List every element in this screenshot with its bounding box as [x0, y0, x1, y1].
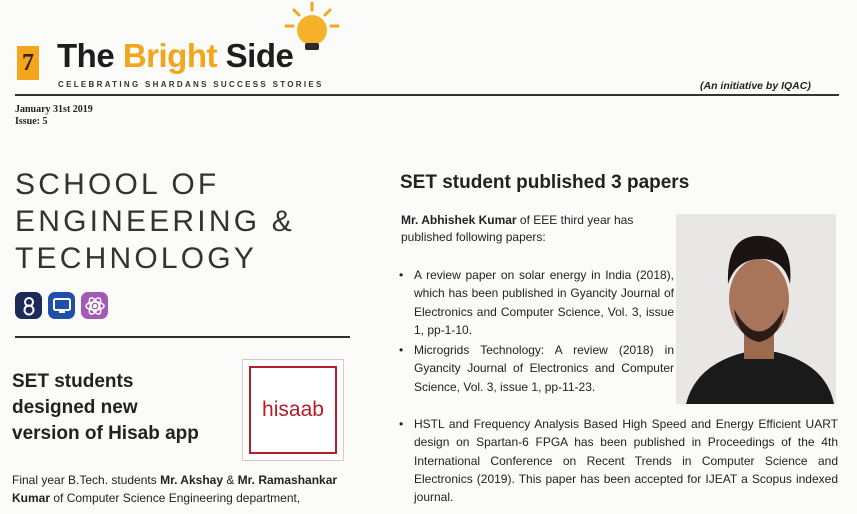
hisab-title-line-3: version of Hisab app — [12, 423, 199, 444]
issue-label: Issue: 5 — [15, 116, 48, 127]
hisab-article-body — [12, 471, 357, 507]
papers-list-continued — [396, 415, 838, 506]
papers-article-title: SET student published 3 papers — [400, 172, 690, 193]
atom-icon — [81, 292, 108, 319]
section-divider — [15, 336, 350, 338]
papers-list — [396, 266, 674, 398]
hisaab-logo-text: hisaab — [249, 366, 337, 454]
hisaab-logo — [242, 359, 344, 461]
title-part-the: The — [57, 37, 123, 74]
lightbulb-icon — [282, 0, 342, 55]
tagline: CELEBRATING SHARDANS SUCCESS STORIES — [58, 80, 324, 89]
paper-item-1: • A review paper on solar energy in India (2018), which has been published in Gyancity Journal of Electronics and Computer Science, Vol. 3, issue 1, pp-1-10. — [396, 266, 674, 339]
school-line-1: SCHOOL OF — [15, 168, 220, 201]
school-line-2: ENGINEERING & — [15, 205, 295, 238]
hisab-title-line-2: designed new — [12, 397, 138, 418]
student-photo — [676, 214, 836, 404]
title-part-side: Side — [217, 37, 294, 74]
robot-icon — [15, 292, 42, 319]
school-heading — [15, 166, 295, 277]
student-name-akshay: Mr. Akshay — [160, 473, 223, 487]
title-part-bright: Bright — [122, 37, 217, 74]
paper-item-2: • Microgrids Technology: A review (2018) in Gyancity Journal of Electronics and Computer Science, Vol. 3, issue 1, pp-11-23. — [396, 341, 674, 396]
monitor-icon — [48, 292, 75, 319]
school-line-3: TECHNOLOGY — [15, 242, 258, 275]
hisab-article-title — [12, 369, 232, 447]
student-name-abhishek: Mr. Abhishek Kumar — [401, 213, 517, 227]
hisab-body-suffix: of Computer Science Engineering department, — [50, 491, 301, 505]
hisab-body-and: & — [223, 473, 238, 487]
issue-number-badge: 7 — [17, 46, 39, 80]
newsletter-title — [57, 37, 293, 75]
paper-item-3: • HSTL and Frequency Analysis Based High Speed and Energy Efficient UART design on Spartan-6 FPGA has been published in Proceedings of the 4th International Conference on Recent Trends in Computer Science and Electronics (2019). This paper has been accepted for IJEAT a Scopus indexed journal. — [396, 415, 838, 506]
papers-intro-rest: of EEE third year has published following papers: — [401, 213, 634, 244]
masthead-rule — [15, 94, 839, 96]
issue-date-block — [15, 104, 93, 128]
hisab-body-prefix: Final year B.Tech. students — [12, 473, 161, 487]
student-name-ramashankar: Mr. Ramashankar Kumar — [12, 473, 338, 505]
school-icons — [15, 292, 108, 319]
hisab-title-line-1: SET students — [12, 371, 134, 392]
papers-intro — [401, 212, 671, 246]
issue-date: January 31st 2019 — [15, 104, 93, 115]
initiative-label: (An initiative by IQAC) — [700, 80, 811, 92]
